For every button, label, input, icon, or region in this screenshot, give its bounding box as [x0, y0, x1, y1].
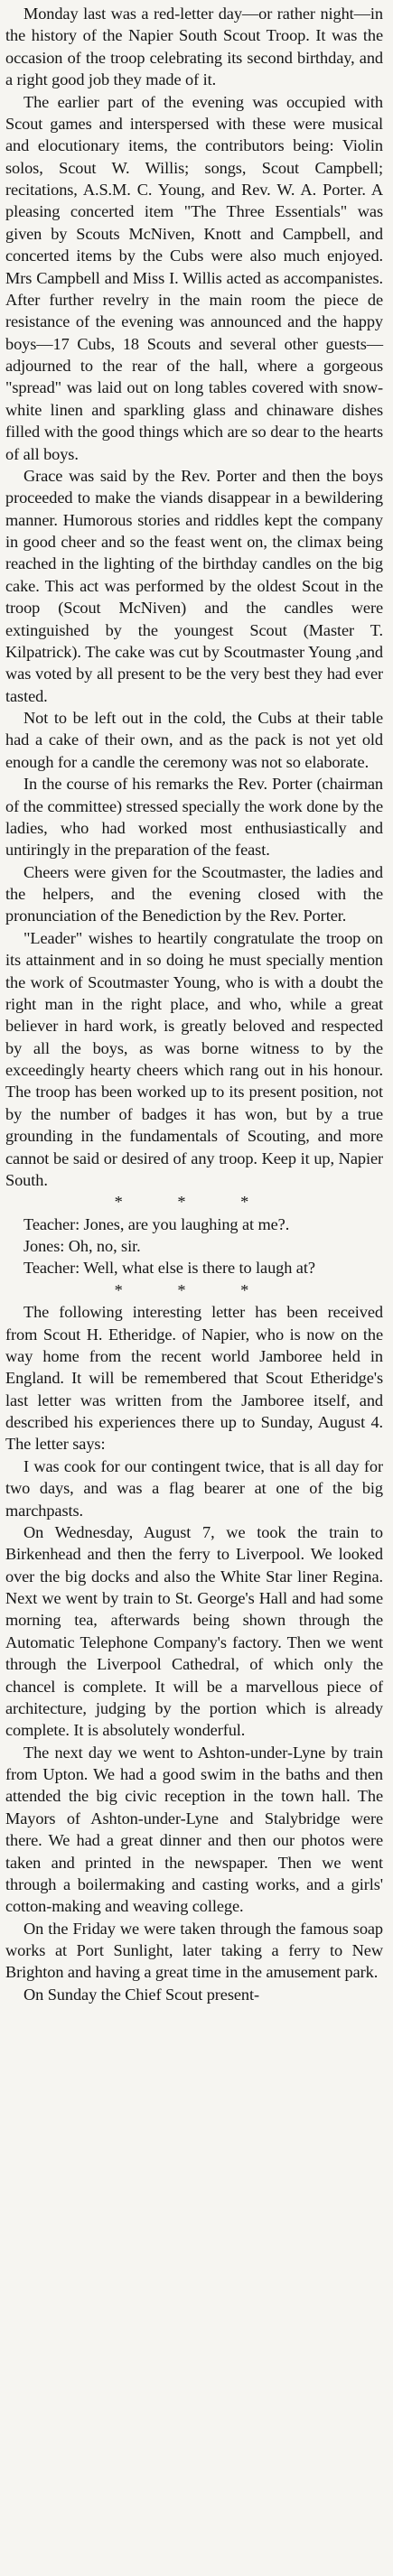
article-paragraph: I was cook for our contingent twice, that is all day for two days, and was a flag bearer at one of the big marchpasts.: [5, 1456, 383, 1520]
joke-line: Teacher: Well, what else is there to laugh at?: [23, 1259, 315, 1278]
section-separator: * * *: [114, 1280, 275, 1299]
article-paragraph: On Wednesday, August 7, we took the train to Birkenhead and then the ferry to Liverpool. We looked over the big docks and also the White Star liner Regina. Next we went by train to St. George's Hall and had some morning tea, afterwards being shown through the Automatic Telephone Company's factory. Then we went through the Liverpool Cathedral, of which only the chancel is complete. It will be a marvellous piece of architecture, judging by the portion which is already complete. It is absolutely wonderful.: [5, 1522, 383, 1740]
article-paragraph: In the course of his remarks the Rev. Porter (chairman of the committee) stressed specially the work done by the ladies, who had worked most enthusiastically and untiringly in the preparation of the feast.: [5, 775, 383, 860]
newspaper-column: [5, 3, 383, 2005]
section-separator: * * *: [114, 1193, 275, 1212]
article-paragraph: Cheers were given for the Scoutmaster, the ladies and the helpers, and the evening closed with the pronunciation of the Benediction by the Rev. Porter.: [5, 862, 383, 925]
joke-line: Jones: Oh, no, sir.: [23, 1237, 141, 1255]
article-paragraph: "Leader" wishes to heartily congratulate the troop on its attainment and in so doing he must specially mention the work of Scoutmaster Young, who is with a doubt the right man in the right place, and who, while a great believer in hard work, is greatly beloved and respected by all the boys, as was borne witness to by the exceedingly hearty cheers which rang out in his honour. The troop has been worked up to its present position, not by the number of badges it has won, but by a true grounding in the fundamentals of Scouting, and more cannot be said or desired of any troop. Keep it up, Napier South.: [5, 928, 383, 1189]
article-paragraph: Grace was said by the Rev. Porter and then the boys proceeded to make the viands disappear in a bewildering manner. Humorous stories and riddles kept the company in good cheer and so the feast went on, the climax being reached in the lighting of the birthday candles on the big cake. This act was performed by the oldest Scout in the troop (Scout McNiven) and the candles were extinguished by the youngest Scout (Master T. Kilpatrick). The cake was cut by Scoutmaster Young ,and was voted by all present to be the very best they had ever tasted.: [5, 466, 383, 705]
article-paragraph: The following interesting letter has been received from Scout H. Etheridge. of Napier, who is now on the way home from the recent world Jamboree held in England. It will be remembered that Scout Etheridge's last letter was written from the Jamboree itself, and described his experiences there up to Sunday, August 4. The letter says:: [5, 1303, 383, 1454]
article-paragraph: On Sunday the Chief Scout present-: [23, 1985, 260, 2004]
article-paragraph: The earlier part of the evening was occupied with Scout games and interspersed with these were musical and elocutionary items, the contributors being: Violin solos, Scout W. Willis; songs, Scout Campbell; recitations, A.S.M. C. Young, and Rev. W. A. Porter. A pleasing concerted item "The Three Essentials" was given by Scouts McNiven, Knott and Campbell, and concerted items by the Cubs were also much enjoyed. Mrs Campbell and Miss I. Willis acted as accompanistes. After further revelry in the main room the piece de resistance of the evening was announced and the happy boys—17 Cubs, 18 Scouts and several other guests—adjourned to the rear of the hall, where a gorgeous "spread" was laid out on long tables covered with snow-white linen and sparkling glass and chinaware dishes filled with the good things which are so dear to the hearts of all boys.: [5, 92, 383, 463]
article-paragraph: On the Friday we were taken through the famous soap works at Port Sunlight, later taking a ferry to New Brighton and having a great time in the amusement park.: [5, 1919, 383, 1982]
article-paragraph: Not to be left out in the cold, the Cubs at their table had a cake of their own, and as the pack is not yet old enough for a candle the ceremony was not so elaborate.: [5, 709, 383, 771]
article-paragraph: Monday last was a red-letter day—or rather night—in the history of the Napier South Scout Troop. It was the occasion of the troop celebrating its second birthday, and a right good job they made of it.: [5, 5, 383, 89]
joke-line: Teacher: Jones, are you laughing at me?.: [23, 1214, 290, 1233]
article-paragraph: The next day we went to Ashton-under-Lyne by train from Upton. We had a good swim in the baths and then attended the big civic reception in the town hall. The Mayors of Ashton-under-Lyne and Stalybridge were there. We had a great dinner and then our photos were taken and printed in the newspaper. Then we went through a boilermaking and casting works, and a girls' cotton-making and weaving college.: [5, 1743, 383, 1916]
